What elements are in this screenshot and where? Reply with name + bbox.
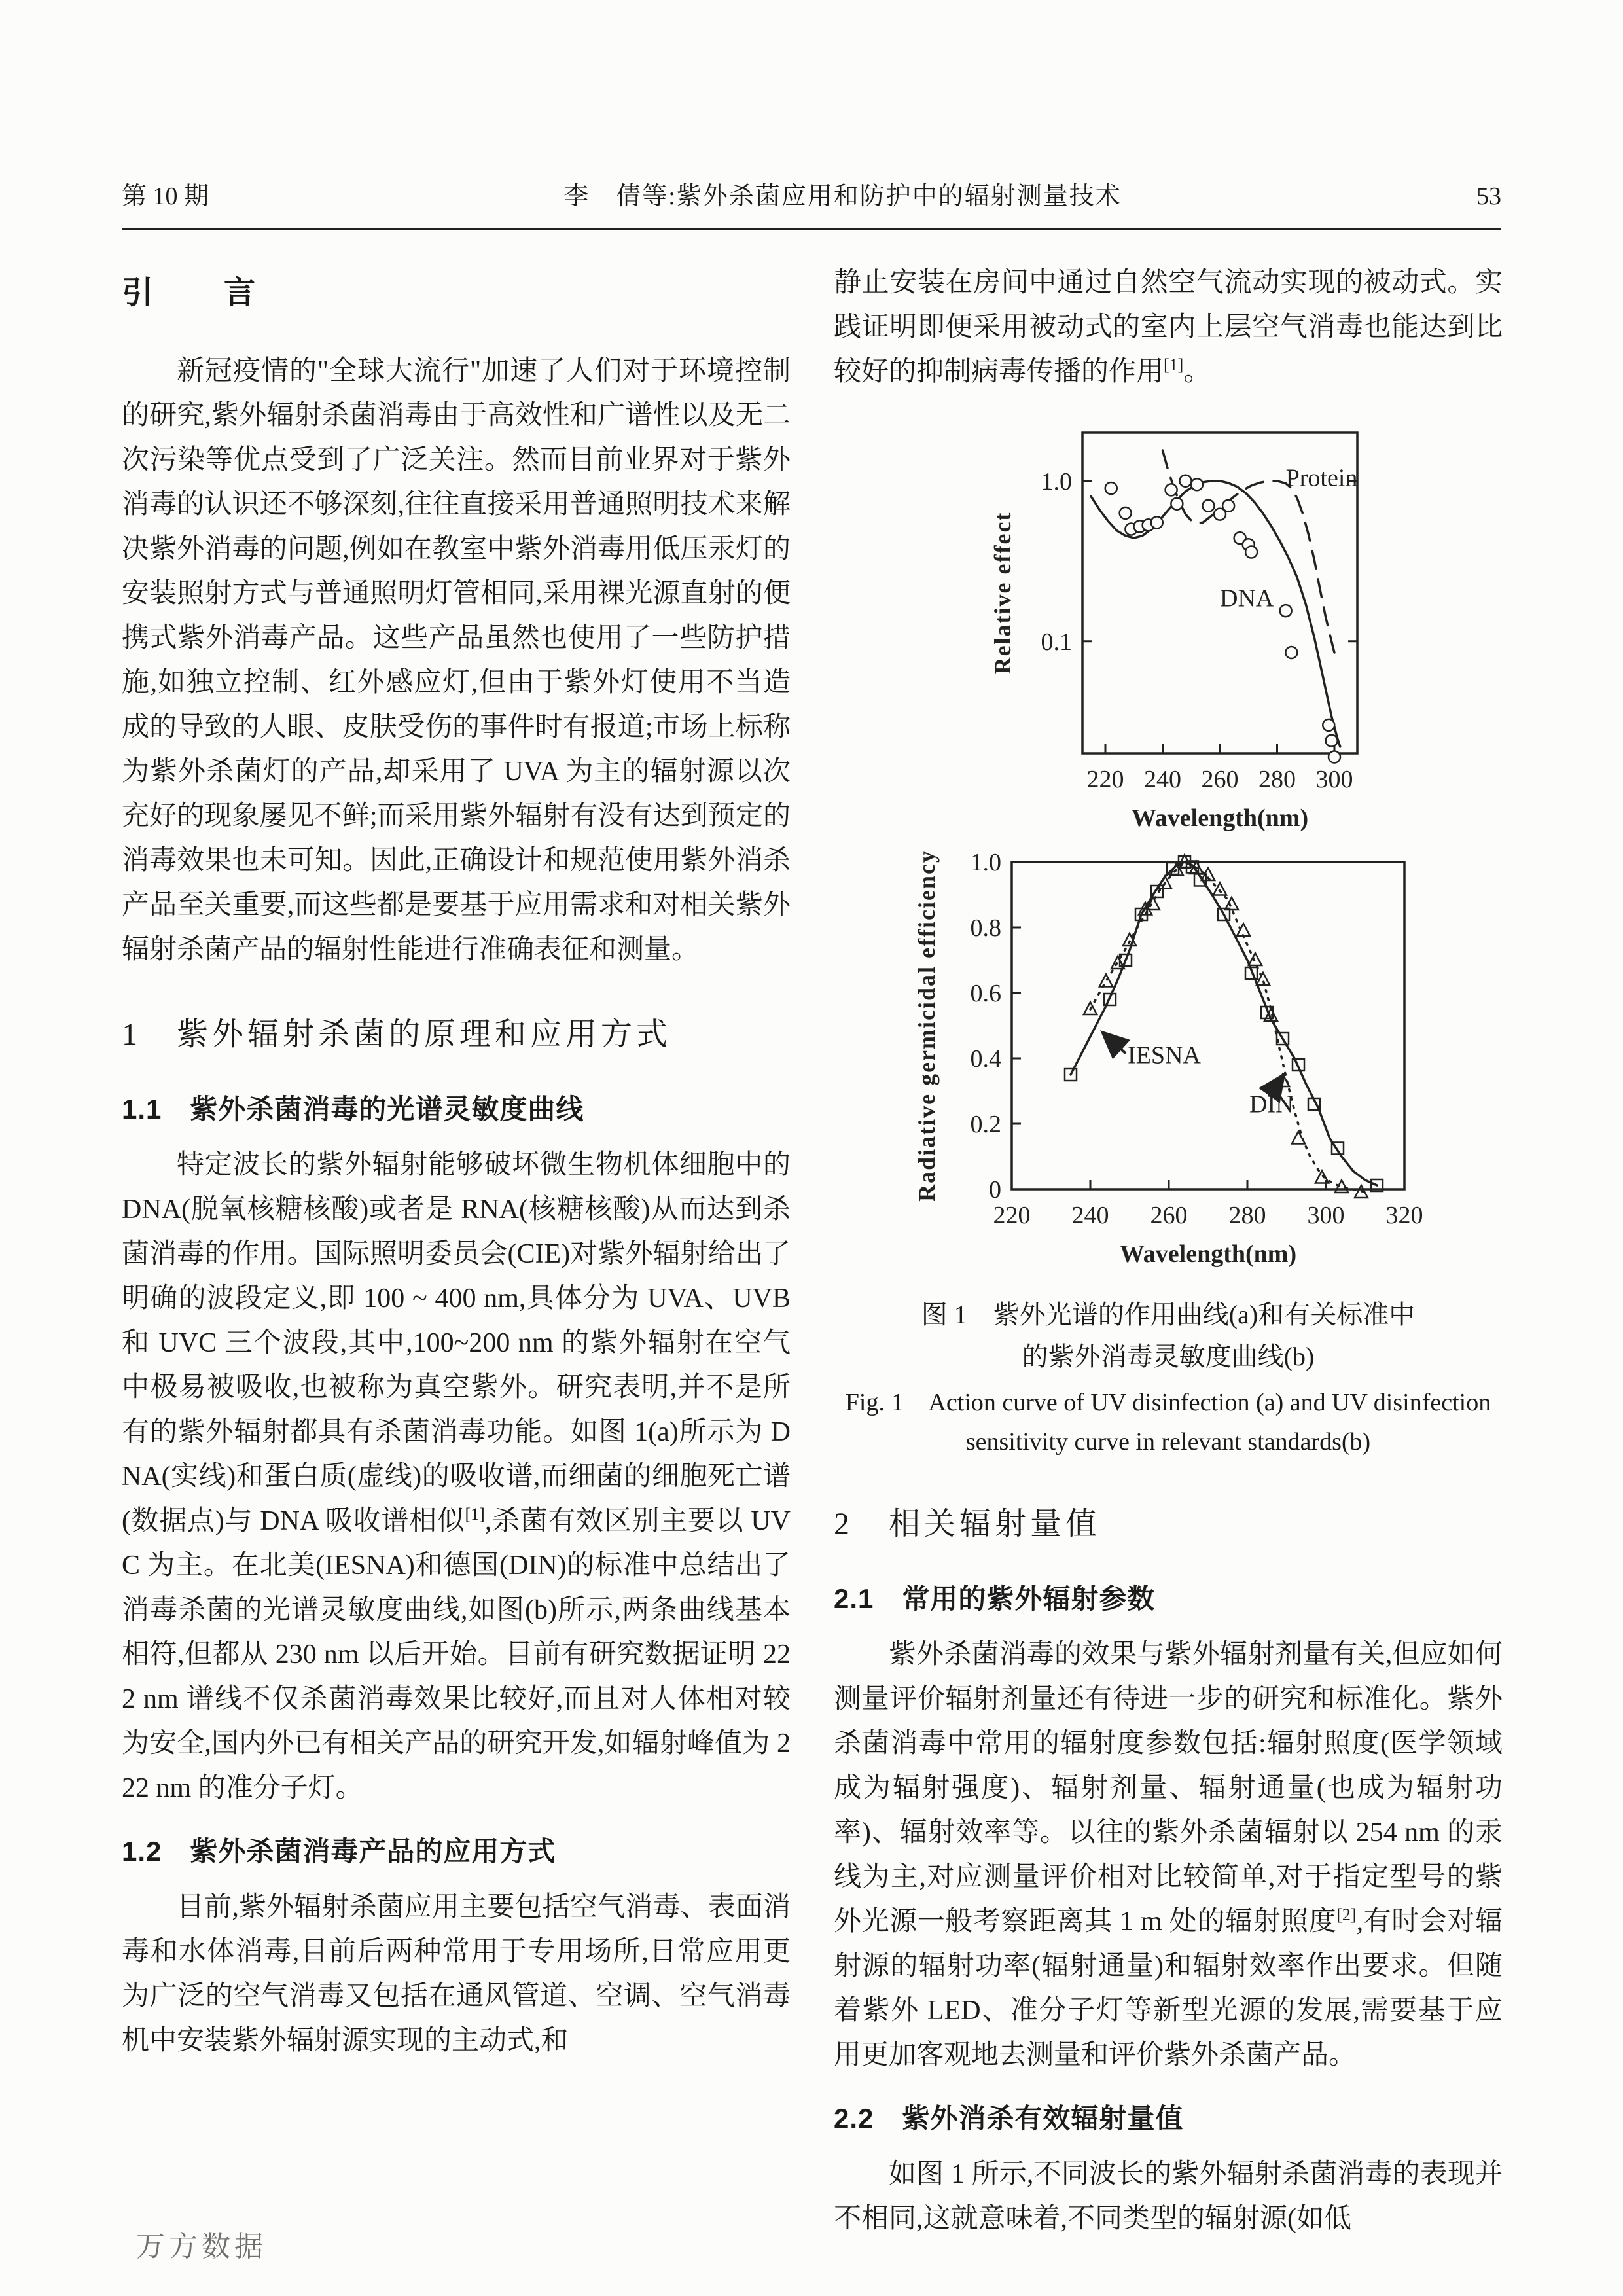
svg-text:1.0: 1.0 [970, 849, 1001, 876]
header-running-title: 李 倩等:紫外杀菌应用和防护中的辐射测量技术 [563, 183, 1122, 210]
intro-heading: 引 言 [122, 276, 259, 310]
svg-text:0.4: 0.4 [970, 1045, 1001, 1073]
svg-text:Protein: Protein [1285, 464, 1358, 492]
svg-text:220: 220 [1086, 766, 1124, 793]
section-2-1-heading: 2.1 常用的紫外辐射参数 [834, 1583, 1156, 1614]
left-column [122, 264, 791, 2063]
intro-paragraph: 新冠疫情的"全球大流行"加速了人们对于环境控制的研究,紫外辐射杀菌消毒由于高效性和广谱性以及无二次污染等优点受到了广泛关注。然而目前业界对于紫外消毒的认识还不够深刻,往往直接采用普通照明技术来解决紫外消毒的问题,例如在教室中紫外消毒用低压汞灯的安装照射方式与普通照明灯管相同,采用裸光源直射的便携式紫外消毒产品。这些产品虽然也使用了一些防护措施,如独立控制、红外感应灯,但由于紫外灯使用不当造成的导致的人眼、皮肤受伤的事件时有报道;市场上标称为紫外杀菌灯的产品,却采用了 UVA 为主的辐射源以次充好的现象屡见不鲜;而采用紫外辐射有没有达到预定的消毒效果也未可知。因此,正确设计和规范使用紫外消杀产品至关重要,而这些都是要基于应用需求和对相关紫外辐射杀菌产品的辐射性能进行准确表征和测量。 [122, 356, 791, 965]
svg-text:260: 260 [1150, 1202, 1188, 1229]
svg-text:320: 320 [1385, 1202, 1423, 1229]
germicidal-efficiency-chart [907, 848, 1427, 1271]
section-1-2-heading: 1.2 紫外杀菌消毒产品的应用方式 [122, 1836, 556, 1867]
section-1-1-heading: 1.1 紫外杀菌消毒的光谱灵敏度曲线 [122, 1094, 584, 1124]
svg-text:280: 280 [1258, 766, 1296, 793]
section-1-2-paragraph: 目前,紫外辐射杀菌应用主要包括空气消毒、表面消毒和水体消毒,目前后两种常用于专用场所,日常应用更为广泛的空气消毒又包括在通风管道、空调、空气消毒机中安装紫外辐射源实现的主动式,和 [122, 1892, 791, 2056]
section-2-2-paragraph: 如图 1 所示,不同波长的紫外辐射杀菌消毒的表现并不相同,这就意味着,不同类型的辐射源(如低 [834, 2159, 1503, 2234]
section-1-heading: 1 紫外辐射杀菌的原理和应用方式 [122, 1017, 672, 1052]
svg-text:0.6: 0.6 [970, 980, 1001, 1007]
figure-caption-zh [834, 1294, 1503, 1378]
svg-text:0.1: 0.1 [1041, 628, 1072, 656]
uv-action-curve-chart [984, 416, 1390, 835]
continuation-paragraph: 静止安装在房间中通过自然空气流动实现的被动式。实践证明即便采用被动式的室内上层空气消毒也能达到比较好的抑制病毒传播的作用[1]。 [834, 268, 1503, 387]
section-1-1-paragraph: 特定波长的紫外辐射能够破坏微生物机体细胞中的 DNA(脱氧核糖核酸)或者是 RNA(核糖核酸)从而达到杀菌消毒的作用。国际照明委员会(CIE)对紫外辐射给出了明确的波段定义,即 100 ~ 400 nm,具体分为 UVA、UVB 和 UVC 三个波段,其中,100~200 nm 的紫外辐射在空气中极易被吸收,也被称为真空紫外。研究表明,并不是所有的紫外辐射都具有杀菌消毒功能。如图 1(a)所示为 DNA(实线)和蛋白质(虚线)的吸收谱,而细菌的细胞死亡谱(数据点)与 DNA 吸收谱相似[1],杀菌有效区别主要以 UVC 为主。在北美(IESNA)和德国(DIN)的标准中总结出了消毒杀菌的光谱灵敏度曲线,如图(b)所示,两条曲线基本相符,但都从 230 nm 以后开始。目前有研究数据证明 222 nm 谱线不仅杀菌消毒效果比较好,而且对人体相对较为安全,国内外已有相关产品的研究开发,如辐射峰值为 222 nm 的准分子灯。 [122, 1150, 791, 1803]
figure-1b-container [907, 848, 1503, 1274]
figure-caption-zh-line1: 图 1 紫外光谱的作用曲线(a)和有关标准中 [921, 1300, 1416, 1329]
figure-caption-en-line2: sensitivity curve in relevant standards(b) [965, 1428, 1371, 1456]
svg-text:Wavelength(nm): Wavelength(nm) [1119, 1240, 1297, 1268]
svg-text:Relative effect: Relative effect [990, 511, 1016, 675]
svg-text:240: 240 [1144, 766, 1181, 793]
svg-text:220: 220 [993, 1202, 1031, 1229]
svg-text:DIN: DIN [1249, 1090, 1294, 1119]
page-header [122, 175, 1501, 230]
section-2-1-paragraph: 紫外杀菌消毒的效果与紫外辐射剂量有关,但应如何测量评价辐射剂量还有待进一步的研究和标准化。紫外杀菌消毒中常用的辐射度参数包括:辐射照度(医学领域成为辐射强度)、辐射剂量、辐射通量(也成为辐射功率)、辐射效率等。以往的紫外杀菌辐射以 254 nm 的汞线为主,对应测量评价相对比较简单,对于指定型号的紫外光源一般考察距离其 1 m 处的辐射照度[2],有时会对辐射源的辐射功率(辐射通量)和辐射效率作出要求。但随着紫外 LED、准分子灯等新型光源的发展,需要基于应用更加客观地去测量和评价紫外杀菌产品。 [834, 1640, 1503, 2070]
figure-1 [834, 416, 1503, 1462]
figure-caption-zh-line2: 的紫外消毒灵敏度曲线(b) [1022, 1342, 1315, 1371]
svg-text:0.2: 0.2 [970, 1111, 1001, 1138]
figure-caption-en-line1: Fig. 1 Action curve of UV disinfection (a) and UV disinfection [845, 1389, 1491, 1416]
svg-text:260: 260 [1201, 766, 1239, 793]
figure-1a-container [984, 416, 1503, 838]
header-issue: 第 10 期 [122, 183, 209, 210]
svg-text:1.0: 1.0 [1041, 467, 1072, 495]
svg-text:0: 0 [989, 1176, 1001, 1204]
svg-text:300: 300 [1315, 766, 1353, 793]
svg-text:DNA: DNA [1220, 584, 1274, 613]
svg-text:Radiative germicidal efficienc: Radiative germicidal efficiency [914, 850, 940, 1202]
svg-text:240: 240 [1071, 1202, 1109, 1229]
svg-text:280: 280 [1228, 1202, 1266, 1229]
svg-text:0.8: 0.8 [970, 914, 1001, 942]
section-2-2-heading: 2.2 紫外消杀有效辐射量值 [834, 2103, 1184, 2134]
right-column [834, 260, 1503, 2241]
svg-text:Wavelength(nm): Wavelength(nm) [1131, 804, 1309, 832]
wanfang-watermark: 万方数据 [136, 2231, 267, 2263]
figure-caption-en [834, 1383, 1503, 1462]
svg-text:IESNA: IESNA [1128, 1041, 1201, 1069]
svg-text:300: 300 [1307, 1202, 1345, 1229]
section-2-heading: 2 相关辐射量值 [834, 1507, 1101, 1541]
header-page-number: 53 [1476, 183, 1501, 210]
